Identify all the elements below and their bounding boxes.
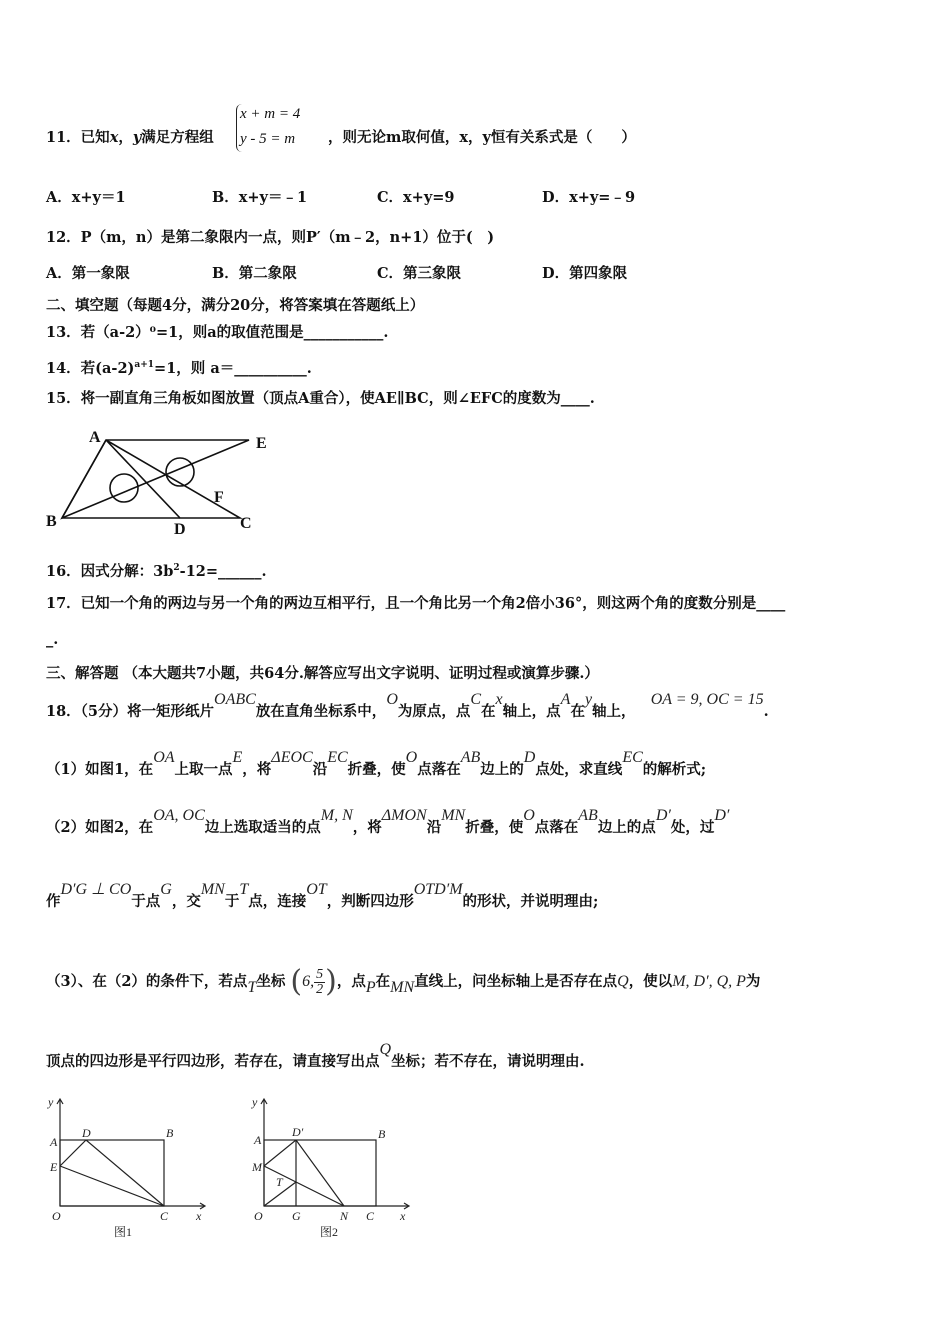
fig1-label-y: y xyxy=(48,1095,54,1109)
q11-option-d: D．x+y=﹣9 xyxy=(542,189,636,206)
fig2-label-c: C xyxy=(366,1209,375,1223)
figure-2 xyxy=(248,1094,418,1244)
q18-part2-continued: 作D′G ⊥ CO于点G，交MN于T点，连接OT，判断四边形OTD′M的形状，并说明理由; xyxy=(46,881,599,910)
q13: 13．若（a-2）⁰=1，则a的取值范围是___________. xyxy=(46,324,389,341)
q17-line1: 17．已知一个角的两边与另一个角的两边互相平行，且一个角比另一个角2倍小36°，则这两个角的度数分别是____ xyxy=(46,595,786,612)
q18-part3-continued: 顶点的四边形是平行四边形，若存在，请直接写出点Q坐标；若不存在，请说明理由. xyxy=(46,1041,585,1070)
q14: 14．若$(a-2)^{a+1}=1$，则 a＝__________. xyxy=(46,359,312,377)
figure-1 xyxy=(44,1094,214,1244)
fig1-label-d: D xyxy=(82,1126,91,1140)
fig2-label-n: N xyxy=(340,1209,349,1223)
fig2-label-a: A xyxy=(254,1133,262,1147)
q18-part2: （2）如图2，在OA, OC边上选取适当的点M, N，将ΔMON沿MN折叠，使O点落在AB边上的点D′处，过D′ xyxy=(46,807,730,836)
label-f: F xyxy=(214,489,224,506)
fig2-label-o: O xyxy=(254,1209,263,1223)
q11-option-a: A．x+y＝1 xyxy=(46,189,126,206)
label-e: E xyxy=(256,435,267,452)
equation-system xyxy=(240,102,300,152)
fig2-label-g: G xyxy=(292,1209,301,1223)
fig2-label-t: T xyxy=(276,1175,283,1189)
equation-1: x + m = 4 xyxy=(240,106,301,122)
section-3-heading: 三、解答题 （本大题共7小题，共64分.解答应写出文字说明、证明过程或演算步骤.） xyxy=(46,665,599,682)
q12-option-d: D．第四象限 xyxy=(542,265,628,282)
equation-2: y - 5 = m xyxy=(240,131,296,147)
fig2-label-x: x xyxy=(400,1209,406,1223)
q18-part3: （3）、在（2）的条件下，若点T坐标 (6, $\frac{5}{2}$ )，点P在MN直线上，问坐标轴上是否存在点Q，使以M, D′, Q, P为 xyxy=(46,964,761,999)
q16: 16．因式分解：$3b^2-12=\_\_\_\_\_\_$. xyxy=(46,562,267,580)
fig2-label-b: B xyxy=(378,1127,386,1141)
fig2-label-d-prime: D′ xyxy=(292,1125,304,1139)
q11-option-b: B．x+y＝﹣1 xyxy=(212,189,308,206)
fig1-label-c: C xyxy=(160,1209,169,1223)
label-a: A xyxy=(89,430,101,446)
fig1-caption: 图1 xyxy=(114,1225,133,1239)
q18-stem: 18．（5分）将一矩形纸片OABC放在直角坐标系中，O为原点，点C在x轴上，点A在y轴上， OA = 9, OC = 15. xyxy=(46,691,769,720)
label-d: D xyxy=(174,521,186,538)
section-2-heading: 二、填空题（每题4分，满分20分，将答案填在答题纸上） xyxy=(46,297,425,314)
q12-option-c: C．第三象限 xyxy=(377,265,462,282)
q18-part1: （1）如图1，在OA上取一点E，将ΔEOC沿EC折叠，使O点落在AB边上的D点处，求直线EC的解析式; xyxy=(46,749,707,778)
fig2-label-m: M xyxy=(252,1160,262,1174)
fig1-label-e: E xyxy=(50,1160,58,1174)
label-b: B xyxy=(46,513,57,530)
fig1-label-b: B xyxy=(166,1126,174,1140)
label-c: C xyxy=(240,515,252,532)
q11-option-c: C．x+y=9 xyxy=(377,189,455,206)
q11-suffix: ，则无论m取何值，x，y恒有关系式是（ ） xyxy=(328,129,636,146)
q11-stem: 11．已知x，y满足方程组 xyxy=(46,129,214,146)
fig1-label-o: O xyxy=(52,1209,61,1223)
fig2-label-y: y xyxy=(252,1095,258,1109)
fig1-label-x: x xyxy=(196,1209,202,1223)
q15: 15．将一副直角三角板如图放置（顶点A重合），使AE∥BC，则∠EFC的度数为____. xyxy=(46,390,595,407)
q17-line2: _. xyxy=(46,631,59,648)
q12-option-b: B．第二象限 xyxy=(212,265,297,282)
q12-stem: 12．P（m，n）是第二象限内一点，则P′（m﹣2，n+1）位于( ) xyxy=(46,229,495,246)
q12-option-a: A．第一象限 xyxy=(46,265,130,282)
fig1-label-a: A xyxy=(50,1135,58,1149)
q15-figure xyxy=(44,430,284,540)
fig2-caption: 图2 xyxy=(320,1225,339,1239)
